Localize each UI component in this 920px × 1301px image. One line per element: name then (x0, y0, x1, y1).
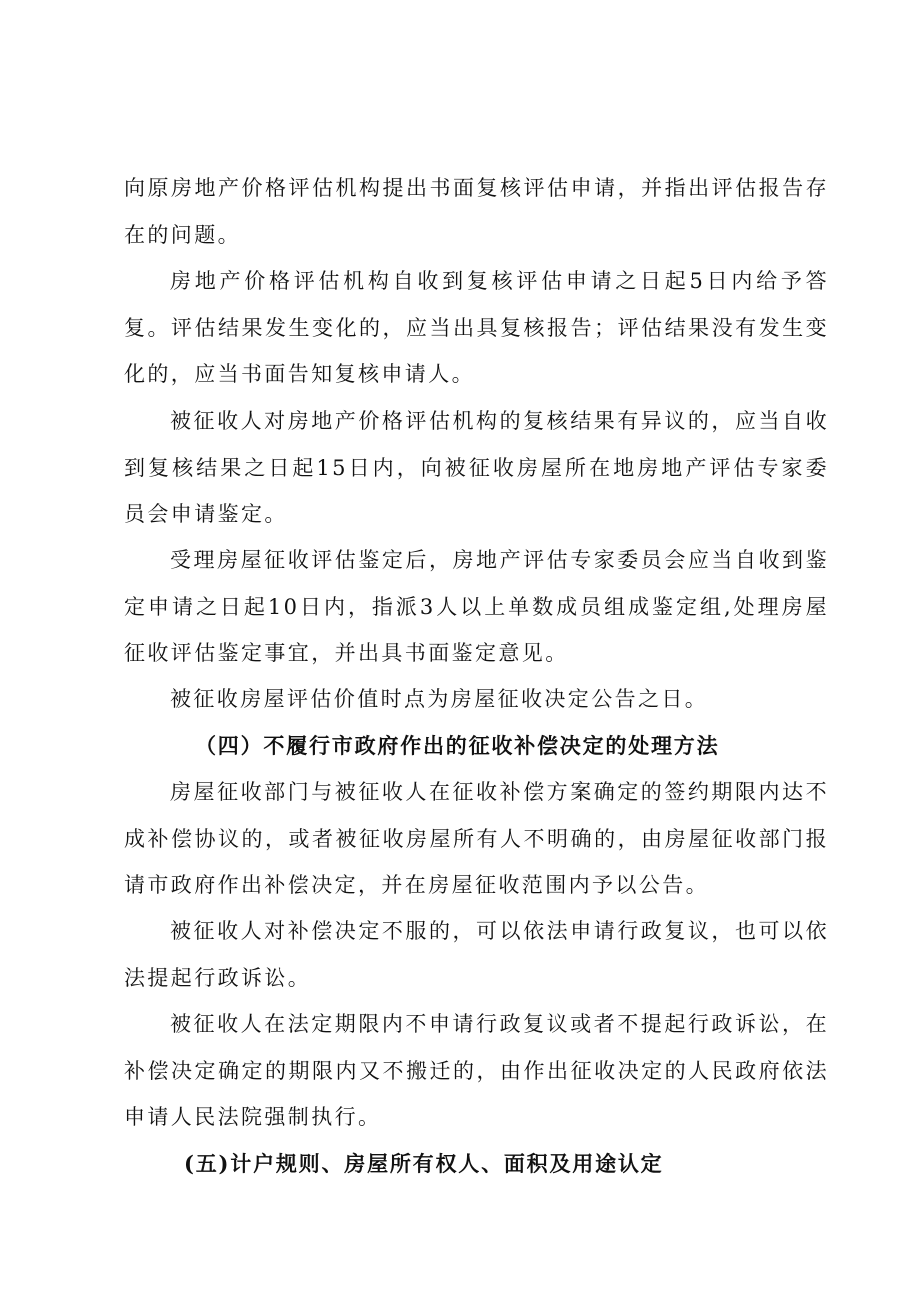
paragraph-valuation-date: 被征收房屋评估价值时点为房屋征收决定公告之日。 (170, 687, 709, 711)
paragraph-review-reply: 房地产价格评估机构自收到复核评估申请之日起5日内给予答复。评估结果发生变化的，应当出具复核报告；评估结果没有发生变化的，应当书面告知复核申请人。 (124, 269, 829, 386)
paragraph-enforcement: 被征收人在法定期限内不申请行政复议或者不提起行政诉讼，在补偿决定确定的期限内又不搬迁的，由作出征收决定的人民政府依法申请人民法院强制执行。 (124, 1012, 829, 1129)
paragraph-continued-review-application: 向原房地产价格评估机构提出书面复核评估申请，并指出评估报告存在的问题。 (124, 176, 829, 247)
paragraph-compensation-decision: 房屋征收部门与被征收人在征收补偿方案确定的签约期限内达不成补偿协议的，或者被征收房屋所有人不明确的，由房屋征收部门报请市政府作出补偿决定，并在房屋征收范围内予以公告。 (124, 780, 829, 897)
paragraph-appraisal-objection: 被征收人对房地产价格评估机构的复核结果有异议的，应当自收到复核结果之日起15日内，向被征收房屋所在地房地产评估专家委员会申请鉴定。 (124, 409, 829, 526)
section-heading-five: (五)计户规则、房屋所有权人、面积及用途认定 (184, 1151, 664, 1176)
paragraph-administrative-review: 被征收人对补偿决定不服的，可以依法申请行政复议，也可以依法提起行政诉讼。 (124, 919, 829, 990)
section-heading-four: （四）不履行市政府作出的征收补偿决定的处理方法 (195, 733, 720, 758)
paragraph-expert-committee-appraisal: 受理房屋征收评估鉴定后，房地产评估专家委员会应当自收到鉴定申请之日起10日内，指派3人以上单数成员组成鉴定组,处理房屋征收评估鉴定事宜，并出具书面鉴定意见。 (124, 548, 829, 665)
